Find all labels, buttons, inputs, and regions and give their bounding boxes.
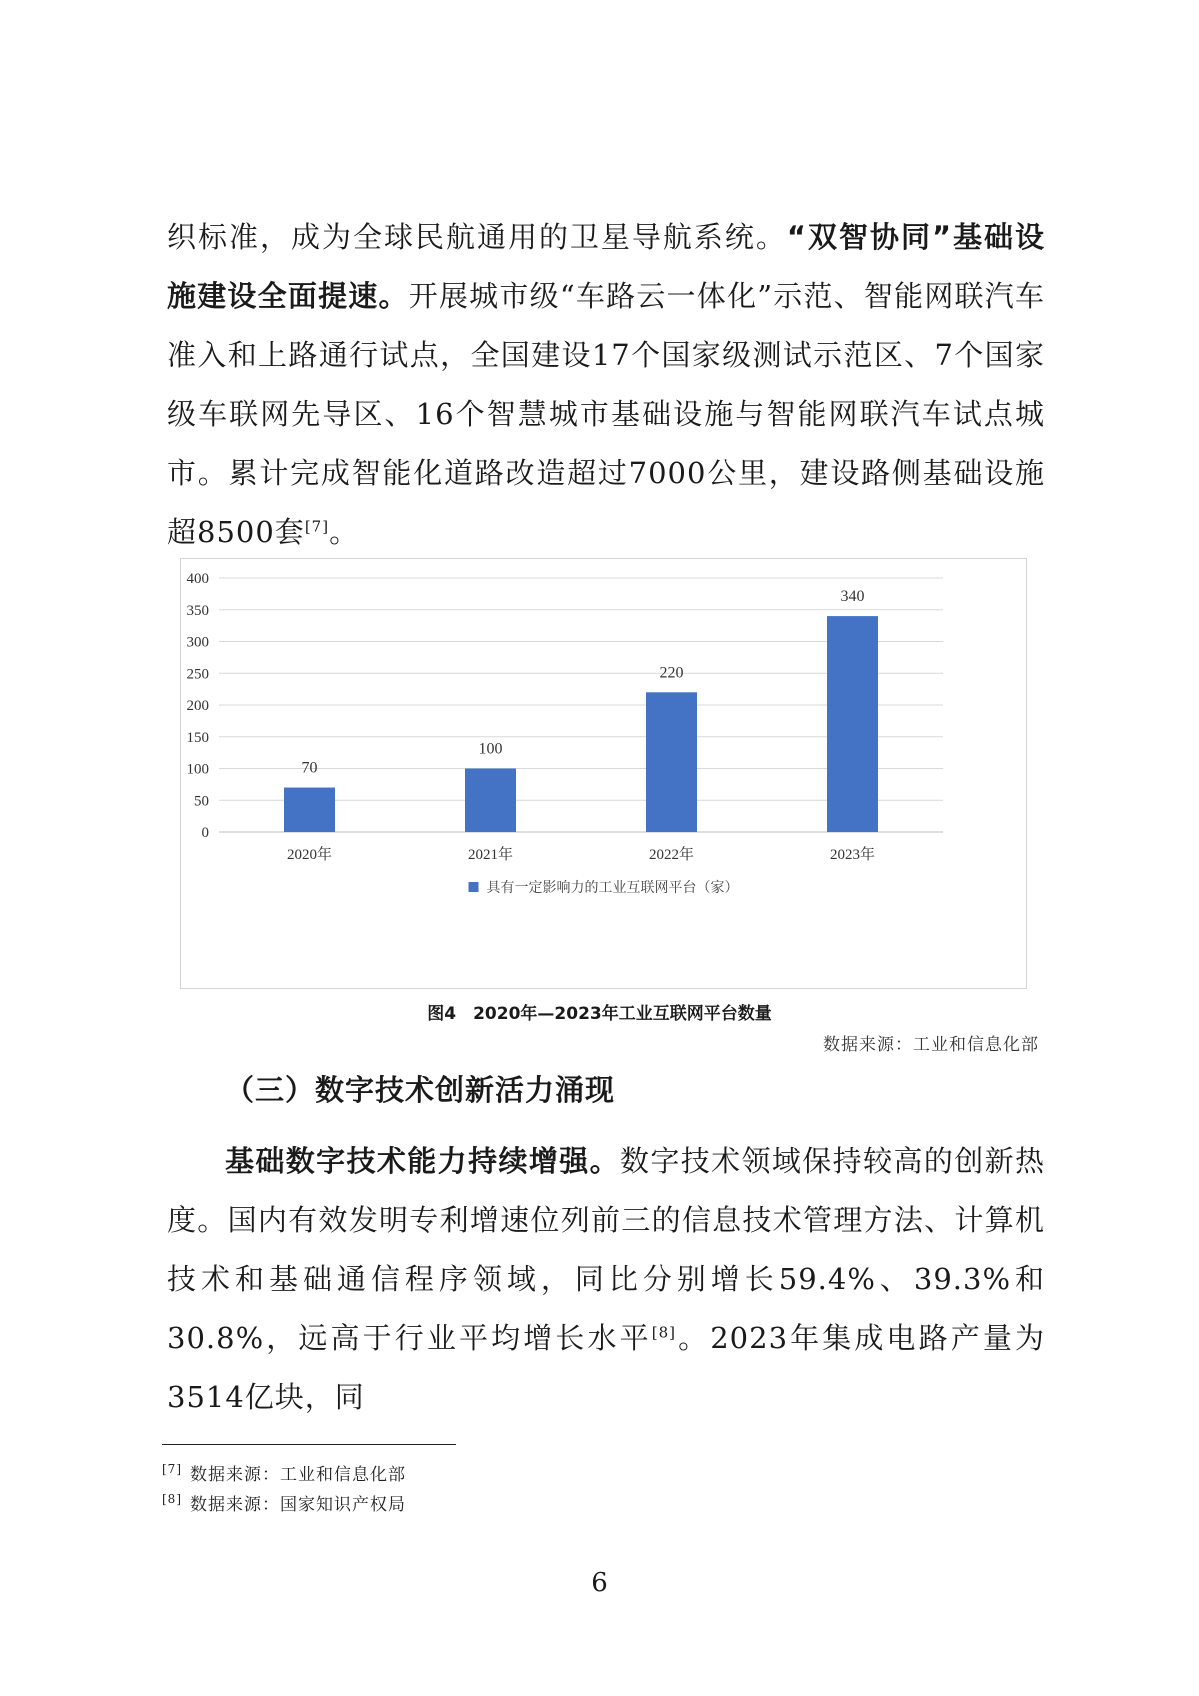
paragraph-end: 。 bbox=[329, 515, 360, 549]
y-tick-label: 200 bbox=[186, 698, 209, 714]
paragraph-text: 数字技术领域保持较高的创新热度。国内有效发明专利增速位列前三的信息技术管理方法、计算机技术和基础通信程序领域，同比分别增长59.4%、39.3%和30.8%，远高于行业平均增长水平 bbox=[167, 1144, 1045, 1355]
bar-chart bbox=[180, 558, 1027, 989]
section-heading: （三）数字技术创新活力涌现 bbox=[225, 1073, 616, 1107]
y-tick-label: 400 bbox=[186, 571, 209, 587]
y-tick-label: 50 bbox=[194, 793, 209, 810]
figure-caption: 图4 2020年—2023年工业互联网平台数量 bbox=[427, 1004, 772, 1024]
data-label: 220 bbox=[659, 664, 684, 682]
x-tick-label: 2020年 bbox=[286, 847, 333, 863]
data-label: 340 bbox=[840, 588, 865, 606]
data-label: 70 bbox=[301, 759, 318, 777]
x-tick-label: 2021年 bbox=[467, 847, 514, 863]
footnote-mark: [7] bbox=[162, 1462, 182, 1477]
y-tick-label: 0 bbox=[201, 825, 209, 841]
x-tick-label: 2023年 bbox=[829, 847, 876, 863]
footnote-7 bbox=[162, 1460, 406, 1485]
y-tick-label: 150 bbox=[186, 729, 209, 746]
footnote-divider bbox=[162, 1444, 456, 1445]
body-paragraph-1 bbox=[167, 208, 1045, 562]
footnote-ref-7[interactable]: [7] bbox=[304, 517, 330, 536]
legend-label: 具有一定影响力的工业互联网平台（家） bbox=[486, 880, 739, 896]
bold-lead-sentence: 基础数字技术能力持续增强。 bbox=[225, 1144, 620, 1178]
footnote-text: 数据来源：工业和信息化部 bbox=[190, 1465, 406, 1485]
paragraph-text: 开展城市级“车路云一体化”示范、智能网联汽车准入和上路通行试点，全国建设17个国家级测试示范区、7个国家级车联网先导区、16个智慧城市基础设施与智能网联汽车试点城市。累计完成智能化道路改造超过7000公里，建设路侧基础设施超8500套 bbox=[167, 279, 1045, 549]
bar-2023年 bbox=[827, 616, 878, 832]
footnote-mark: [8] bbox=[162, 1492, 182, 1507]
footnote-text: 数据来源：国家知识产权局 bbox=[190, 1495, 406, 1515]
bar-chart-svg bbox=[181, 559, 1026, 988]
page-number: 6 bbox=[591, 1568, 608, 1598]
body-paragraph-2 bbox=[167, 1132, 1045, 1427]
bar-2022年 bbox=[646, 692, 697, 832]
paragraph-text: 。2023年集成电路产量为3514亿块，同 bbox=[167, 1321, 1045, 1414]
y-tick-label: 300 bbox=[186, 634, 209, 651]
y-tick-label: 100 bbox=[186, 761, 209, 778]
data-label: 100 bbox=[478, 740, 503, 758]
y-tick-label: 250 bbox=[186, 666, 209, 683]
bar-2020年 bbox=[284, 788, 335, 832]
figure-source: 数据来源：工业和信息化部 bbox=[823, 1035, 1039, 1055]
footnote-ref-8[interactable]: [8] bbox=[651, 1323, 676, 1342]
legend-swatch bbox=[469, 882, 479, 892]
bold-lead-sentence: “双智协同”基础设施建设全面提速。 bbox=[167, 220, 1045, 313]
y-tick-label: 350 bbox=[186, 602, 209, 619]
bar-2021年 bbox=[465, 769, 516, 833]
footnote-8 bbox=[162, 1490, 406, 1515]
paragraph-text: 织标准，成为全球民航通用的卫星导航系统。 bbox=[167, 220, 787, 254]
x-tick-label: 2022年 bbox=[648, 847, 695, 863]
